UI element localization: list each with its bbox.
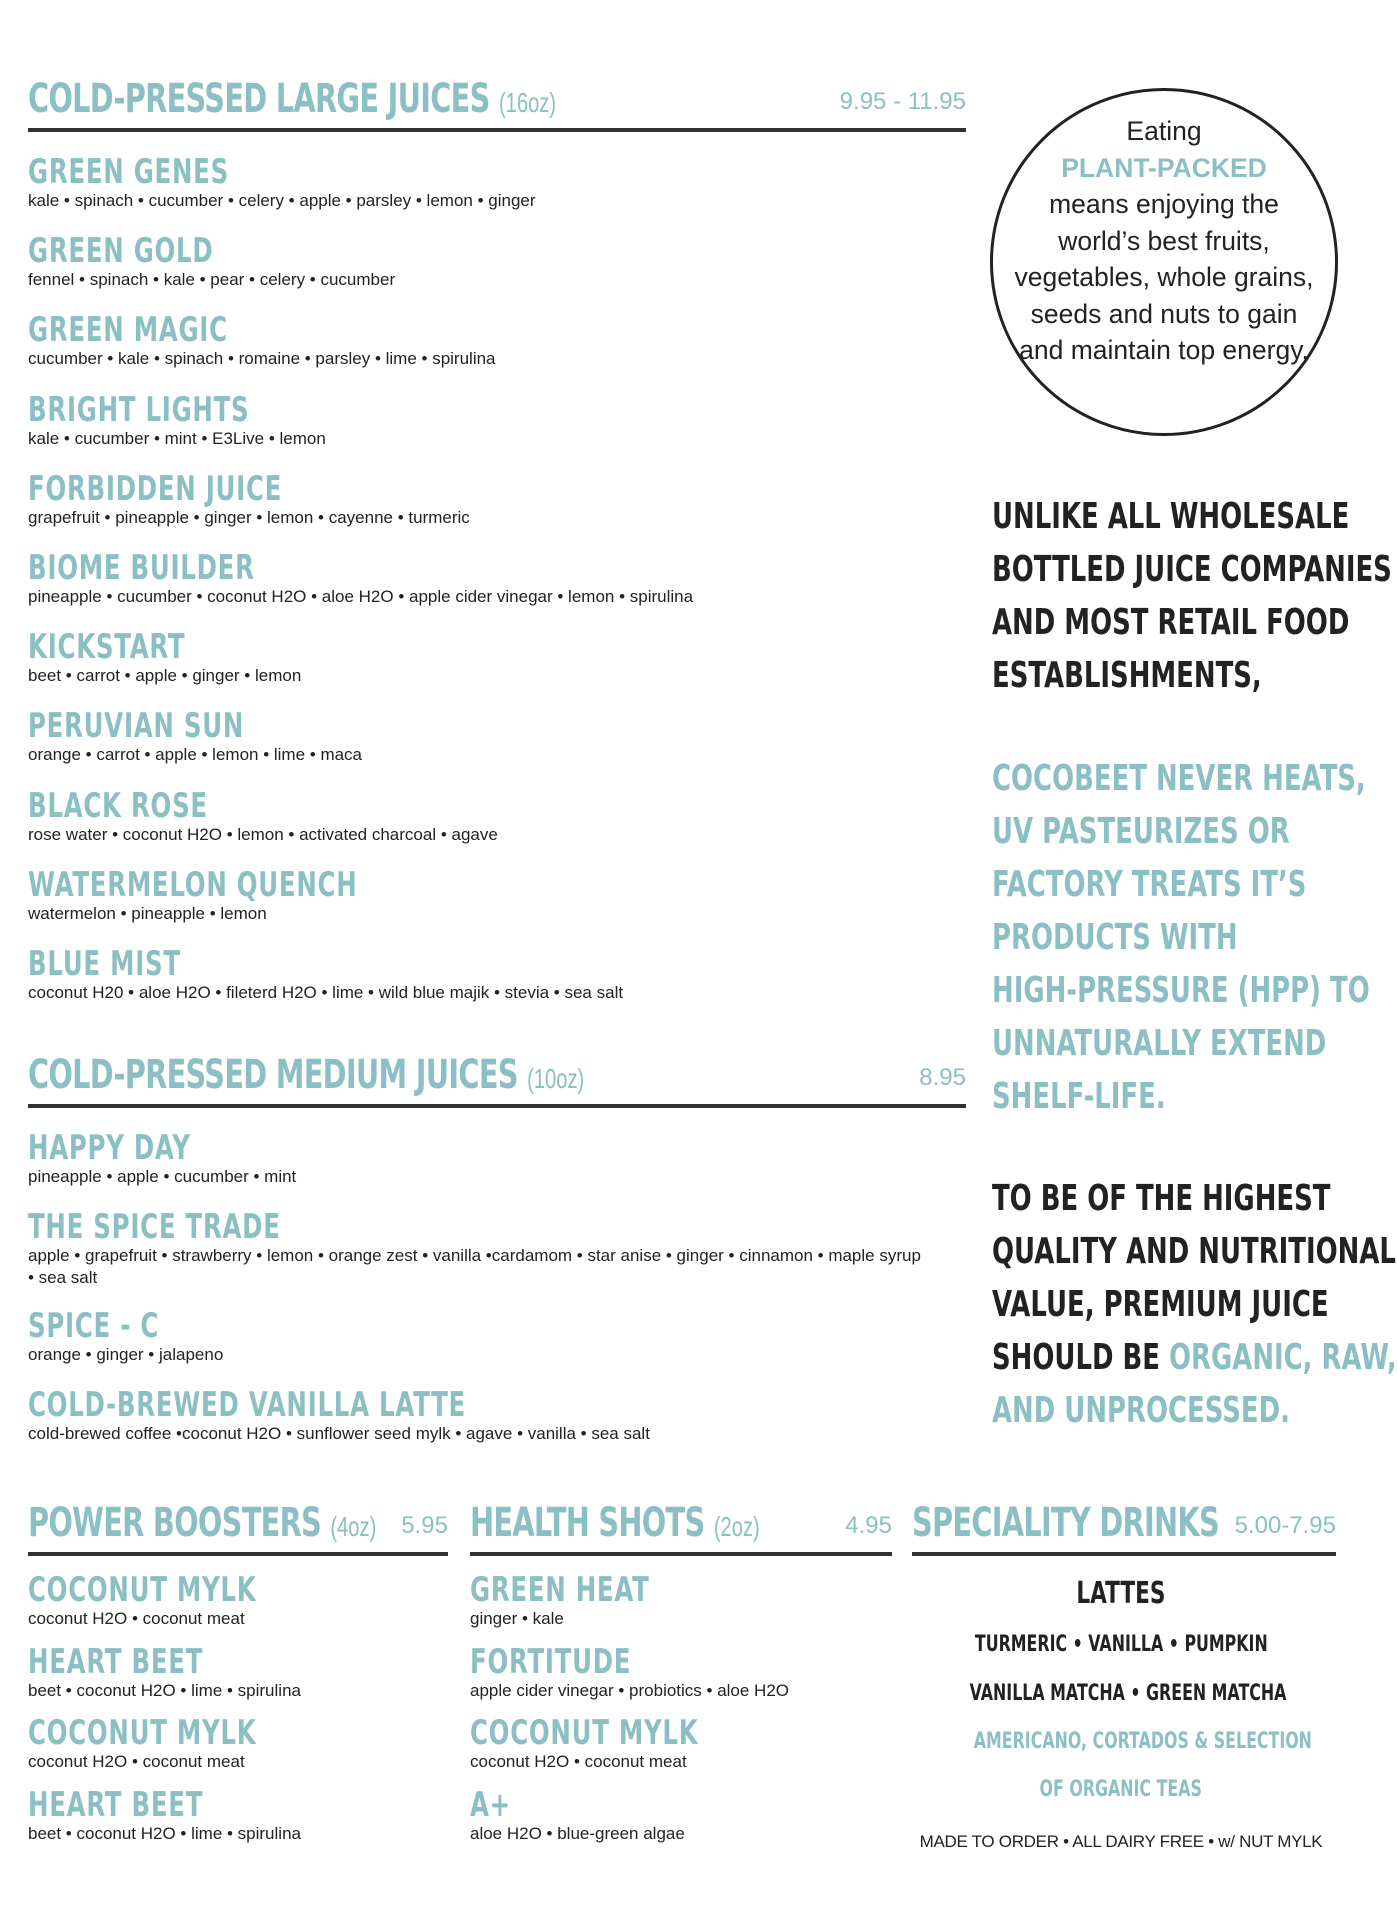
item-ingredients: beet • coconut H2O • lime • spirulina (28, 1823, 301, 1843)
medium-juices-header (28, 1052, 966, 1108)
boosters-item (28, 1641, 458, 1702)
block2-line: FACTORY TREATS IT’S (992, 864, 1307, 905)
premium-line-4: SHOULD BE ORGANIC, RAW, (992, 1337, 1397, 1378)
block1-line: BOTTLED JUICE COMPANIES (992, 549, 1392, 590)
item-ingredients: beet • coconut H2O • lime • spirulina (28, 1680, 301, 1700)
item-name: BLACK ROSE (28, 785, 208, 826)
item-ingredients: apple • grapefruit • strawberry • lemon • orange zest • vanilla •cardamom • star anise • ginger • cinnamon • maple syrup • sea salt (28, 1246, 921, 1287)
block1-line: UNLIKE ALL WHOLESALE (992, 496, 1350, 537)
premium-line-1: TO BE OF THE HIGHEST (992, 1178, 1331, 1219)
speciality-teas-line-2: OF ORGANIC TEAS (1039, 1777, 1203, 1802)
large-item (28, 550, 968, 608)
item-name: SPICE - C (28, 1306, 160, 1346)
item-name: HEART BEET (28, 1641, 204, 1682)
item-ingredients: cold-brewed coffee •coconut H2O • sunflower seed mylk • agave • vanilla • sea salt (28, 1424, 650, 1443)
item-name: HAPPY DAY (28, 1128, 191, 1168)
health-shots-header (470, 1500, 892, 1556)
boosters-item (28, 1572, 458, 1630)
item-name: HEART BEET (28, 1784, 204, 1825)
item-ingredients: grapefruit • pineapple • ginger • lemon • cayenne • turmeric (28, 507, 470, 527)
item-ingredients: rose water • coconut H2O • lemon • activated charcoal • agave (28, 824, 498, 844)
large-item (28, 785, 968, 846)
large-item (28, 946, 968, 1004)
item-name: COCONUT MYLK (28, 1570, 257, 1610)
power-boosters-header (28, 1500, 448, 1556)
item-ingredients: coconut H20 • aloe H2O • fileterd H2O • lime • wild blue majik • stevia • sea salt (28, 983, 624, 1002)
block1-line: AND MOST RETAIL FOOD (992, 602, 1350, 643)
lattes-heading: LATTES (1076, 1576, 1166, 1611)
statement-wholesale (992, 490, 1392, 702)
statement-never-heats (992, 752, 1370, 1123)
item-name: BRIGHT LIGHTS (28, 389, 250, 430)
item-name: A+ (470, 1784, 511, 1825)
medium-juices-title: COLD-PRESSED MEDIUM JUICES (10oz) (28, 1052, 585, 1098)
block2-line: PRODUCTS WITH (992, 917, 1238, 958)
medium-juices-price: 8.95 (919, 1064, 966, 1091)
shots-item (470, 1641, 900, 1702)
shots-item (470, 1572, 900, 1630)
item-name: FORTITUDE (470, 1641, 632, 1682)
item-name: PERUVIAN SUN (28, 706, 245, 747)
item-name: GREEN GENES (28, 152, 229, 192)
block2-line: HIGH-PRESSURE (HPP) TO (992, 970, 1370, 1011)
item-name: WATERMELON QUENCH (28, 864, 358, 905)
power-boosters-title: POWER BOOSTERS (4oz) (28, 1500, 377, 1546)
item-ingredients: watermelon • pineapple • lemon (28, 903, 267, 923)
statement-premium-juice (992, 1172, 1397, 1437)
item-ingredients: ginger • kale (470, 1609, 564, 1628)
item-name: BIOME BUILDER (28, 548, 255, 588)
large-item (28, 468, 968, 529)
medium-item (28, 1209, 928, 1289)
item-ingredients: cucumber • kale • spinach • romaine • parsley • lime • spirulina (28, 349, 496, 369)
circle-highlight: PLANT-PACKED (1061, 152, 1267, 183)
shots-item (470, 1715, 900, 1773)
plant-packed-circle (990, 88, 1338, 436)
large-juices-title: COLD-PRESSED LARGE JUICES (16oz) (28, 76, 557, 122)
item-ingredients: pineapple • apple • cucumber • mint (28, 1167, 297, 1186)
item-ingredients: coconut H2O • coconut meat (28, 1752, 245, 1771)
speciality-teas-line-1: AMERICANO, CORTADOS & SELECTION (973, 1729, 1312, 1754)
item-name: COCONUT MYLK (28, 1713, 257, 1753)
boosters-item (28, 1715, 458, 1773)
medium-item (28, 1308, 928, 1366)
circle-line-eating: Eating (1126, 116, 1202, 146)
shots-item (470, 1784, 900, 1845)
medium-item (28, 1387, 928, 1445)
large-item (28, 233, 968, 291)
item-ingredients: orange • ginger • jalapeno (28, 1345, 224, 1364)
large-juices-price: 9.95 - 11.95 (839, 88, 966, 115)
item-ingredients: coconut H2O • coconut meat (470, 1752, 687, 1771)
block2-line: UNNATURALLY EXTEND (992, 1023, 1327, 1064)
large-item (28, 154, 968, 212)
block2-line: SHELF-LIFE. (992, 1076, 1166, 1117)
premium-line-2: QUALITY AND NUTRITIONAL (992, 1231, 1396, 1272)
item-ingredients: aloe H2O • blue-green algae (470, 1823, 685, 1843)
item-ingredients: orange • carrot • apple • lemon • lime • maca (28, 745, 363, 765)
item-ingredients: fennel • spinach • kale • pear • celery • cucumber (28, 270, 396, 290)
power-boosters-size: (4oz) (330, 1511, 377, 1542)
speciality-drinks-title: SPECIALITY DRINKS (912, 1500, 1219, 1546)
item-name: KICKSTART (28, 627, 186, 668)
item-ingredients: coconut H2O • coconut meat (28, 1609, 245, 1628)
item-name: GREEN GOLD (28, 231, 214, 272)
large-juices-size: (16oz) (498, 87, 557, 118)
power-boosters-price: 5.95 (401, 1512, 448, 1539)
speciality-drinks-price: 5.00-7.95 (1234, 1512, 1336, 1539)
block2-line: UV PASTEURIZES OR (992, 811, 1290, 852)
premium-line-3: VALUE, PREMIUM JUICE (992, 1284, 1329, 1325)
medium-juices-size: (10oz) (527, 1063, 585, 1094)
large-juices-header (28, 76, 966, 132)
health-shots-size: (2oz) (713, 1511, 760, 1542)
item-name: BLUE MIST (28, 944, 181, 984)
lattes-flavors-line-1: TURMERIC • VANILLA • PUMPKIN (974, 1632, 1268, 1657)
item-name: THE SPICE TRADE (28, 1207, 281, 1247)
item-name: FORBIDDEN JUICE (28, 468, 283, 509)
item-ingredients: pineapple • cucumber • coconut H2O • aloe H2O • apple cider vinegar • lemon • spirulina (28, 587, 694, 606)
speciality-footnote: MADE TO ORDER • ALL DAIRY FREE • w/ NUT MYLK (919, 1832, 1323, 1851)
item-ingredients: apple cider vinegar • probiotics • aloe H2O (470, 1680, 790, 1700)
block1-line: ESTABLISHMENTS, (992, 655, 1262, 696)
large-item (28, 312, 968, 370)
health-shots-title: HEALTH SHOTS (2oz) (470, 1500, 760, 1546)
health-shots-price: 4.95 (845, 1512, 892, 1539)
large-item (28, 389, 968, 450)
item-ingredients: kale • cucumber • mint • E3Live • lemon (28, 428, 326, 448)
large-item (28, 864, 968, 925)
item-ingredients: beet • carrot • apple • ginger • lemon (28, 666, 302, 686)
boosters-item (28, 1784, 458, 1845)
item-name: GREEN HEAT (470, 1570, 650, 1610)
premium-line-5: AND UNPROCESSED. (992, 1390, 1291, 1431)
speciality-drinks-header (912, 1500, 1336, 1556)
medium-item (28, 1130, 928, 1188)
item-ingredients: kale • spinach • cucumber • celery • apple • parsley • lemon • ginger (28, 191, 536, 210)
large-item (28, 708, 968, 766)
item-name: COCONUT MYLK (470, 1713, 699, 1753)
lattes-flavors-line-2: VANILLA MATCHA • GREEN MATCHA (969, 1681, 1287, 1706)
item-name: COLD-BREWED VANILLA LATTE (28, 1385, 466, 1425)
premium-organic-raw: ORGANIC, RAW, (1168, 1337, 1397, 1378)
large-item (28, 629, 968, 687)
circle-body: means enjoying the world’s best fruits, vegetables, whole grains, seeds and nuts to gain and maintain top energy. (1014, 189, 1314, 365)
circle-text (1013, 113, 1315, 369)
item-name: GREEN MAGIC (28, 310, 228, 351)
block2-line: COCOBEET NEVER HEATS, (992, 758, 1366, 799)
